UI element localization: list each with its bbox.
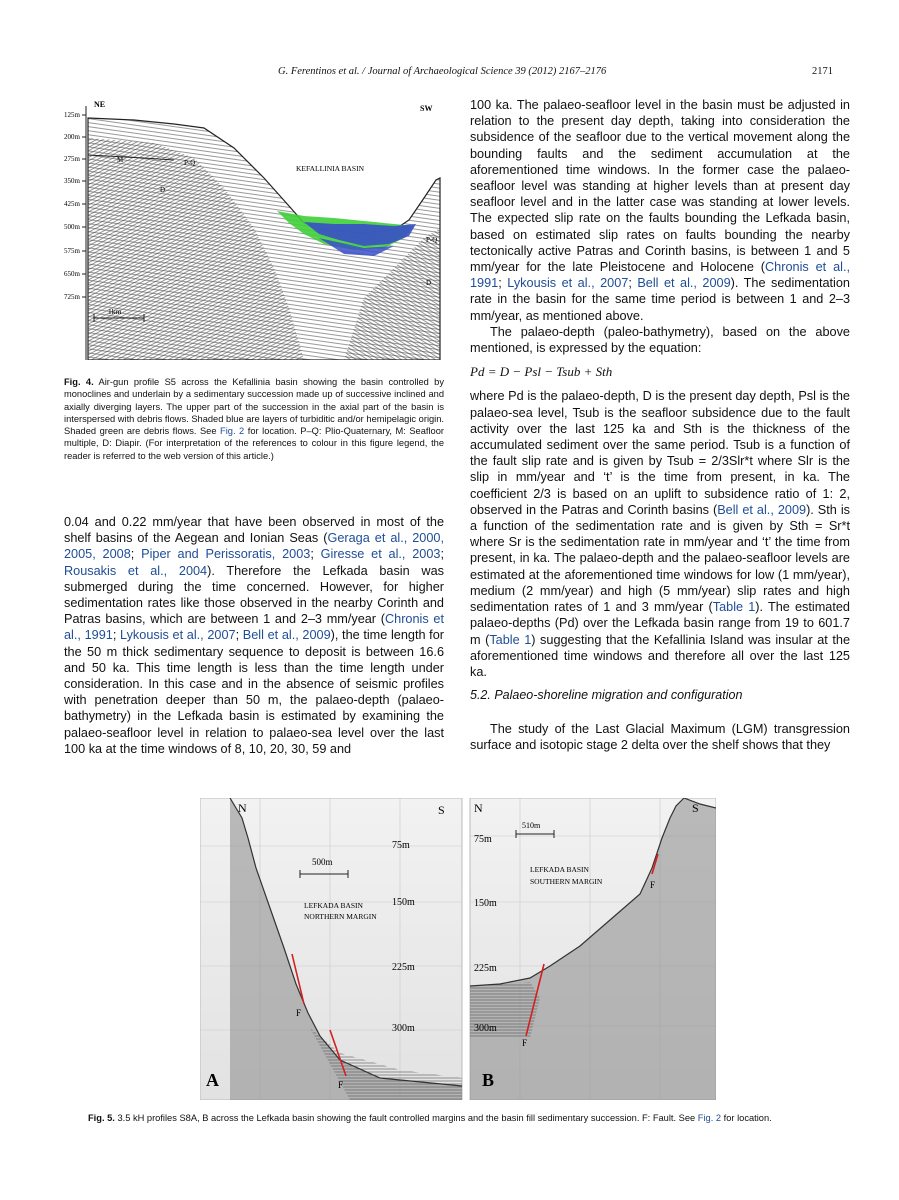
label-n: N	[238, 801, 247, 815]
depth-label: 500m	[64, 223, 80, 231]
depth-labels	[64, 111, 81, 301]
label-kefallinia-basin: KEFALLINIA BASIN	[296, 164, 364, 173]
panel-title: NORTHERN MARGIN	[304, 912, 377, 921]
panel-letter: B	[482, 1070, 495, 1090]
fault-label: F	[296, 1008, 302, 1018]
text-run: ;	[440, 547, 444, 562]
text-run: ), the time length for the 50 m thick sedimentary sequence to deposit is between 16.6 and 50 ka. This time length is less than the time length under consideration. In this case and in the absence of seismic profiles with penetration deeper than 50 m, the palaeo-depth (palaeo-bathymetry) in the Lefkada basin is estimated by examining the palaeo-seafloor level in relation to palaeo-sea level over the last 100 ka at the time windows of 8, 10, 20, 30, 59 and	[64, 628, 444, 756]
panel-title: SOUTHERN MARGIN	[530, 877, 603, 886]
text-run: ;	[130, 547, 142, 562]
text-run: 100 ka. The palaeo-seafloor level in the basin must be adjusted in relation to the present day depth, taking into consideration the subsidence of the seafloor due to the vertical movement along the bounding faults and the sediment accumulation at the aforementioned time windows. In the former case the palaeo-seafloor level was standing at higher levels than at present day seafloor level and in the latter case was standing at lower levels. The expected slip rate on the faults bounding the Lefkada basin, based on estimated slip rates on faults bounding the nearby tectonically active Patras and Corinth basins, is between 1 and 5 mm/year for the late Pleistocene and Holocene (	[470, 98, 850, 275]
depth-label: 225m	[474, 963, 497, 974]
ref-table1[interactable]: Table 1	[712, 600, 756, 615]
ref-giresse[interactable]: Giresse et al., 2003	[320, 547, 441, 562]
text-run: 0.04 and 0.22 mm/year that have been observed in most of the shelf basins of the Aegean and Ionian Seas (	[64, 515, 444, 546]
text-run: ;	[235, 628, 243, 643]
depth-label: 75m	[392, 840, 410, 851]
paragraph: The palaeo-depth (paleo-bathymetry), based on the above mentioned, is expressed by the equation:	[470, 324, 850, 356]
ref-bell[interactable]: Bell et al., 2009	[717, 502, 807, 517]
label-ne: NE	[94, 100, 106, 109]
ref-geraga[interactable]: Geraga et al., 2000, 2005, 2008	[64, 531, 444, 562]
depth-label: 275m	[64, 155, 80, 163]
depth-label: 575m	[64, 247, 80, 255]
ref-rousakis[interactable]: Rousakis et al., 2004	[64, 563, 208, 578]
panel-letter: A	[206, 1070, 219, 1090]
depth-ticks	[82, 115, 86, 297]
paragraph: The study of the Last Glacial Maximum (LGM) transgression surface and isotopic stage 2 delta over the shelf shows that they	[470, 722, 850, 753]
ref-chronis[interactable]: Chronis et al., 1991	[64, 612, 444, 643]
page-header	[0, 66, 899, 82]
paragraph	[64, 514, 444, 757]
running-title: G. Ferentinos et al. / Journal of Archaeological Science 39 (2012) 2167–2176	[278, 66, 607, 77]
fig2-link[interactable]: Fig. 2	[220, 426, 245, 437]
fig2-link[interactable]: Fig. 2	[697, 1113, 722, 1123]
text-run: ). The estimated palaeo-depths (Pd) over the Lefkada basin range from 19 to 601.7 m (	[470, 600, 850, 647]
text-run: ;	[112, 628, 120, 643]
label-d-right: D	[426, 279, 432, 287]
depth-label: 650m	[64, 270, 80, 278]
fig5-caption-label: Fig. 5.	[88, 1113, 115, 1123]
panel-b	[470, 798, 716, 1100]
scale-label: 1km	[108, 307, 122, 316]
depth-label: 200m	[64, 133, 80, 141]
depth-label: 150m	[474, 898, 497, 909]
ref-chronis[interactable]: Chronis et al., 1991	[470, 260, 851, 291]
ref-lykousis[interactable]: Lykousis et al., 2007	[507, 276, 629, 291]
page-number: 2171	[812, 66, 833, 77]
depth-label: 425m	[64, 200, 80, 208]
ref-lykousis[interactable]: Lykousis et al., 2007	[120, 628, 236, 643]
label-s: S	[692, 801, 699, 815]
fig5-caption	[88, 1112, 848, 1124]
right-column-continued	[470, 721, 850, 753]
panel-title: LEFKADA BASIN	[304, 901, 363, 910]
fig4-seismic-profile	[64, 98, 444, 360]
fig4-caption-text: Air-gun profile S5 across the Kefallinia basin showing the basin controlled by monoclines and underlain by a sedimentary succession made up of successive inclined and axially diverging layers. The upper part of the succession in the axial part of the basin is interspersed with debris flows. Shaded blue are layers of turbiditic and/or hemipelagic origin. Shaded green are debris flows. See	[64, 377, 444, 437]
label-m: M	[117, 156, 124, 164]
label-pq: P-Q	[184, 159, 196, 167]
label-s: S	[438, 803, 445, 817]
depth-label: 300m	[474, 1023, 497, 1034]
equation: Pd = D − Psl − Tsub + Sth	[470, 364, 613, 380]
scale-label: 510m	[522, 821, 541, 830]
panel-a	[200, 798, 462, 1100]
depth-label: 725m	[64, 293, 80, 301]
depth-label: 300m	[392, 1023, 415, 1034]
fig4-caption	[64, 376, 444, 462]
text-run: ;	[628, 276, 638, 291]
fault-label: F	[650, 880, 656, 890]
fig5-caption-text: 3.5 kH profiles S8A, B across the Lefkada basin showing the fault controlled margins and the basin fill sedimentary succession. F: Fault. See	[114, 1113, 698, 1123]
fault-label: F	[338, 1080, 344, 1090]
text-run: ;	[498, 276, 508, 291]
ref-bell[interactable]: Bell et al., 2009	[242, 628, 331, 643]
fault-label: F	[522, 1038, 528, 1048]
fig5-profiles	[200, 798, 716, 1100]
paragraph	[470, 97, 850, 324]
label-sw: SW	[420, 104, 433, 113]
text-run: ) suggesting that the Kefallinia Island was insular at the aforementioned time windows and therefore all over the last 125 ka.	[470, 632, 851, 679]
panel-title: LEFKADA BASIN	[530, 865, 589, 874]
depth-label: 225m	[392, 962, 415, 973]
text-run: ). Therefore the Lefkada basin was submerged during the time concerned. However, for higher sedimentation rates like those observed in the nearby Corinth and Patras basins, which are between 1 and 2–3 mm/year (	[64, 563, 444, 627]
text-run: ;	[310, 547, 321, 562]
depth-label: 150m	[392, 897, 415, 908]
fig5-caption-tail: for location.	[721, 1113, 772, 1123]
depth-label: 125m	[64, 111, 80, 119]
ref-bell[interactable]: Bell et al., 2009	[637, 276, 731, 291]
ref-table1[interactable]: Table 1	[489, 632, 532, 647]
label-d: D	[160, 186, 166, 194]
fig4-caption-tail: for location. P–Q: Plio-Quaternary, M: Seafloor multiple, D: Diapir. (For interpretation of the references to colour in this figure legend, the reader is referred to the web version of this article.)	[64, 426, 444, 461]
text-run: ). The sedimentation rate in the basin for the same time period is between 1 and 2–3 mm/year, as mentioned above.	[470, 276, 850, 323]
depth-label: 350m	[64, 177, 80, 185]
depth-label: 75m	[474, 834, 492, 845]
text-run: where Pd is the palaeo-depth, D is the present day depth, Psl is the palaeo-sea level, Tsub is the seafloor subsidence due to the fault activity over the last 125 ka and Sth is the thickness of the accumulated sediment over the same period. Tsub is a function of the fault slip rate and is given by Tsub = 2/3Slr*t where Slr is the slip in mm/year and ‘t’ is the time from present, in ka. The coefficient 2/3 is based on an uplift to subsidence ratio of 1: 2, observed in the Patras and Corinth basins (	[470, 389, 850, 517]
fig4-caption-label: Fig. 4.	[64, 377, 94, 387]
paragraph	[470, 388, 850, 680]
right-column	[470, 97, 850, 680]
label-n: N	[474, 801, 483, 815]
ref-piper[interactable]: Piper and Perissoratis, 2003	[141, 547, 311, 562]
text-run: ). Sth is a function of the sedimentation rate and is given by Sth = Sr*t where Sr is the sedimentation rate in mm/year and ‘t’ the time from present, in ka. The palaeo-depth and the palaeo-seafloor levels are estimated at the aforementioned time windows for low (1 mm/year), medium (2 mm/year) and high (5 mm/year) slip rates and high sedimentation rates of 1 and 3 mm/year (	[470, 502, 850, 615]
scale-label: 500m	[312, 857, 333, 867]
label-pq-right: P-Q	[426, 236, 438, 244]
section-heading: 5.2. Palaeo-shoreline migration and configuration	[470, 688, 743, 702]
left-column	[64, 514, 444, 757]
